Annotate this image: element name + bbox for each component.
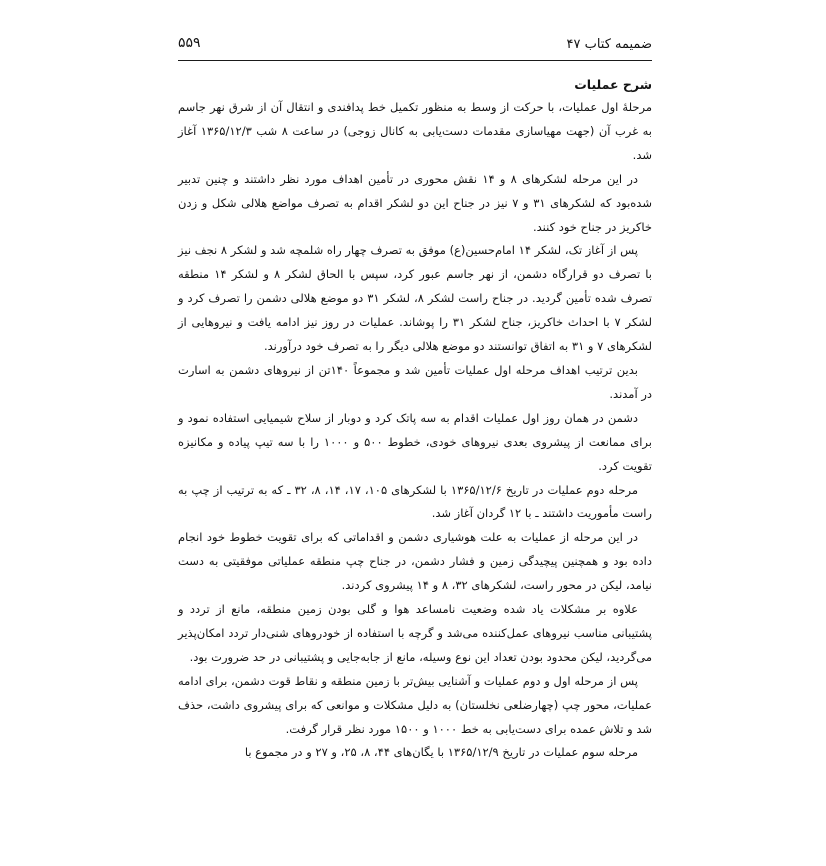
section-title: شرح عملیات <box>574 77 652 92</box>
paragraph-5: دشمن در همان روز اول عملیات اقدام به سه پاتک کرد و دوبار از سلاح شیمیایی استفاده نمود و برای ممانعت از پیشروی بعدی نیروهای خودی، خطوط ۵۰۰ و ۱۰۰۰ را با سه تیپ پیاده و مکانیزه تقویت کرد. <box>178 410 652 473</box>
paragraph-8: علاوه بر مشکلات یاد شده وضعیت نامساعد هوا و گلی بودن زمین منطقه، مانع از تردد و پشتیبانی مناسب نیروهای عمل‌کننده می‌شد و گرچه با استفاده از خودروهای شنی‌دار تردد امکان‌پذیر می‌گردید، لیکن محدود بودن تعداد این نوع وسیله، مانع از جابه‌جایی و پشتیبانی در حد ضرورت بود. <box>178 602 652 664</box>
body-text <box>178 74 652 765</box>
paragraph-7: در این مرحله از عملیات به علت هوشیاری دشمن و اقداماتی که برای تقویت خطوط خود انجام داده بود و همچنین پیچیدگی زمین و فشار دشمن، در جناح چپ منطقه عملیاتی موفقیتی به دست نیامد، لیکن در محور راست، لشکرهای ۳۲، ۸ و ۱۴ پیشروی کردند. <box>178 530 652 593</box>
paragraph-10: مرحله سوم عملیات در تاریخ ۱۳۶۵/۱۲/۹ با یگان‌های ۴۴، ۸، ۲۵، و ۲۷ و در مجموع با <box>244 745 638 760</box>
book-title: ضمیمه کتاب ۴۷ <box>566 37 652 52</box>
paragraph-4: بدین ترتیب اهداف مرحله اول عملیات تأمین شد و مجموعاً ۱۴۰تن از نیروهای دشمن به اسارت در آمدند. <box>178 362 652 401</box>
paragraph-9: پس از مرحله اول و دوم عملیات و آشنایی بیش‌تر با زمین منطقه و نقاط قوت دشمن، برای ادامه عملیات، محور چپ (چهارضلعی نخلستان) به دلیل مشکلات و موانعی که برای پیشروی داشت، حذف شد و تلاش عمده برای دست‌یابی به خط ۱۰۰۰ و ۱۵۰۰ مورد نظر قرار گرفت. <box>178 673 652 736</box>
paragraph-1: مرحلهٔ اول عملیات، با حرکت از وسط به منظور تکمیل خط پدافندی و انتقال آن از شرق نهر جاسم به غرب آن (جهت مهیاسازی مقدمات دست‌یابی به کانال زوجی) در ساعت ۸ شب ۱۳۶۵/۱۲/۳ آغاز شد. <box>178 100 652 162</box>
page-number: ۵۵۹ <box>178 35 201 51</box>
running-header <box>178 30 652 61</box>
paragraph-2: در این مرحله لشکرهای ۸ و ۱۴ نقش محوری در تأمین اهداف مورد نظر داشتند و چنین تدبیر شده‌بود که لشکرهای ۳۱ و ۷ نیز در جناح این دو لشکر اقدام به تصرف مواضع هلالی شکل و زدن خاکریز در جناح خود کنند. <box>178 171 652 234</box>
paragraph-6: مرحله دوم عملیات در تاریخ ۱۳۶۵/۱۲/۶ با لشکرهای ۱۰۵، ۱۷، ۱۴، ۸، ۳۲ ـ که به ترتیب از چپ به راست مأموریت داشتند ـ با ۱۲ گردان آغاز شد. <box>178 482 652 521</box>
paragraph-3: پس از آغاز تک، لشکر ۱۴ امام‌حسین(ع) موفق به تصرف چهار راه شلمچه شد و لشکر ۸ نجف نیز با تصرف دو قرارگاه دشمن، از نهر جاسم عبور کرد، سپس با الحاق لشکر ۸ و لشکر ۱۴ منطقه تصرف شده تأمین گردید. در جناح راست لشکر ۸، لشکر ۳۱ دو موضع هلالی دشمن را تصرف کرد و لشکر ۷ با احداث خاکریز، جناح لشکر ۳۱ را پوشاند. عملیات در روز نیز ادامه یافت و نیروهایی از لشکرهای ۷ و ۳۱ به اتفاق توانستند دو موضع هلالی دیگر را به تصرف خود درآورند. <box>178 243 653 354</box>
